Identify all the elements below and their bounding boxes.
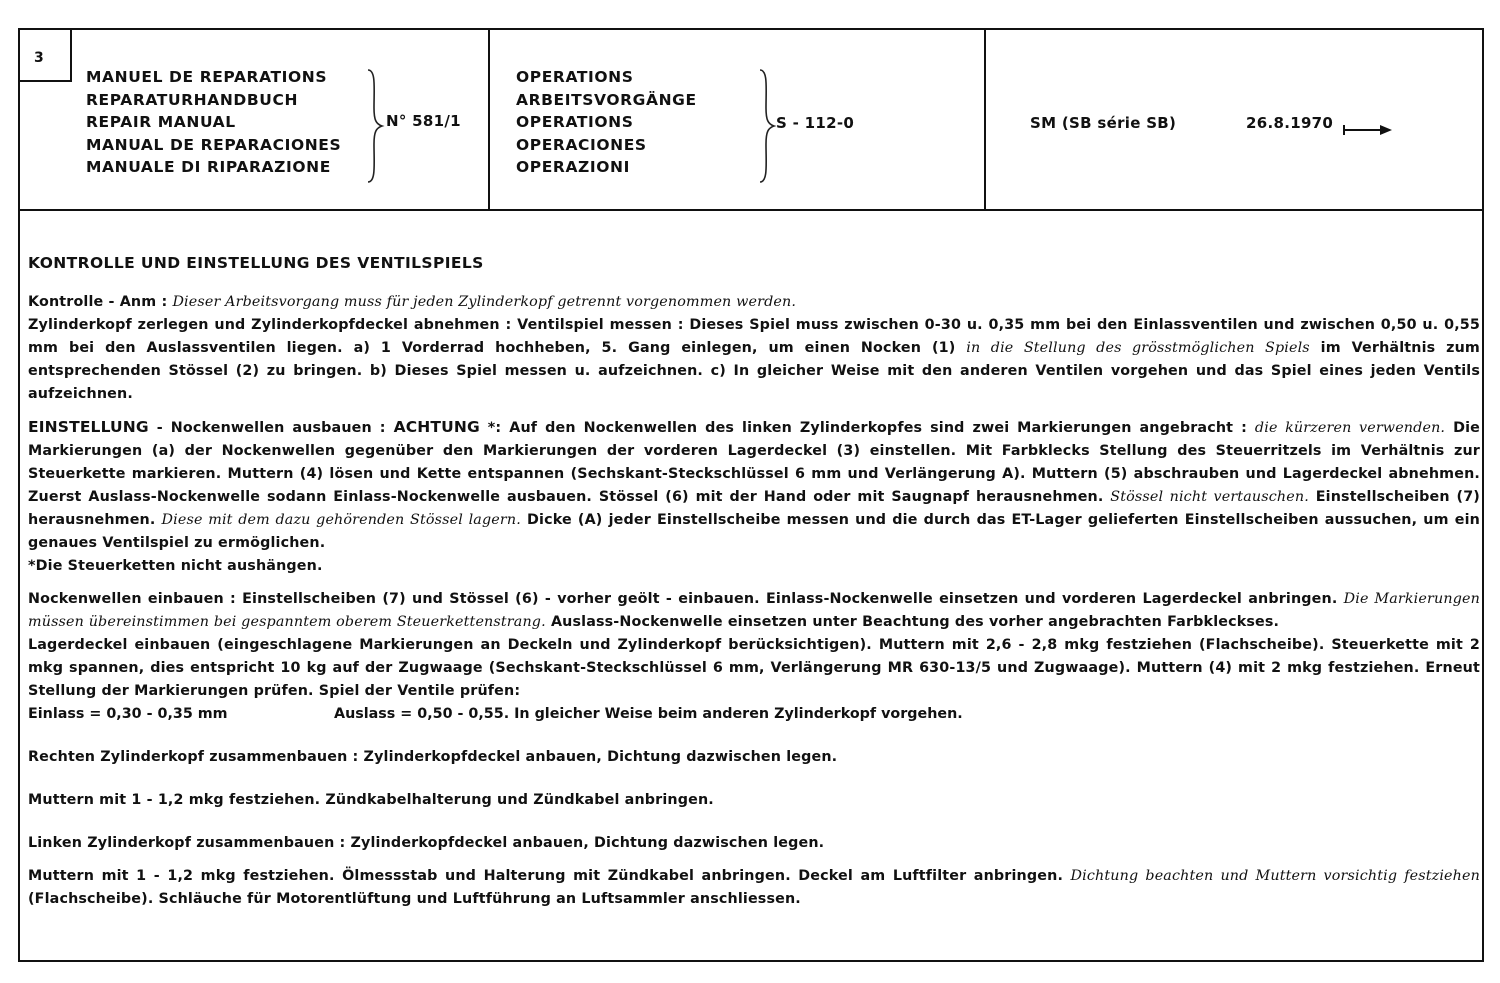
text: Muttern mit 1 - 1,2 mkg festziehen. Ölmessstab und Halterung mit Zündkabel anbringen. Deckel am Luftfilter anbringen. — [28, 868, 1071, 884]
manual-title-es: MANUAL DE REPARACIONES — [86, 135, 342, 154]
right-brace-icon — [758, 68, 778, 184]
divider — [488, 30, 490, 209]
paragraph-einstellung — [28, 416, 1480, 578]
operation-title-it: OPERAZIONI — [516, 158, 630, 176]
paragraph-nockenwellen — [28, 588, 1480, 634]
date-label: 26.8.1970 — [1246, 114, 1334, 132]
paragraph-muttern-1: Muttern mit 1 - 1,2 mkg festziehen. Zündkabelhalterung und Zündkabel anbringen. — [28, 792, 714, 808]
page-frame — [18, 28, 1484, 962]
text: ACHTUNG — [393, 418, 480, 436]
italic-text: die kürzeren verwenden. — [1254, 420, 1446, 436]
paragraph-lagerdeckel: Lagerdeckel einbauen (eingeschlagene Markierungen an Deckeln und Zylinderkopf berücksichtigen). Muttern mit 2,6 - 2,8 mkg festziehen (Flachscheibe). Steuerkette mit 2 mkg spannen, dies entspricht 10 kg auf der Zugwaage (Sechskant-Steckschlüssel 6 mm, Verlängerung MR 630-13/5 und Zugwaage). Muttern (4) mit 2 mkg festziehen. Erneut Stellung der Markierungen prüfen. Spiel der Ventile prüfen: — [28, 637, 1480, 699]
einlass-value: Einlass = 0,30 - 0,35 mm — [28, 706, 228, 722]
italic-text: Diese mit dem dazu gehörenden Stössel lagern. — [161, 512, 521, 528]
text: Einstellscheiben (7) herausnehmen. — [28, 489, 1480, 528]
right-arrow-icon — [1342, 123, 1394, 137]
text: - Nockenwellen ausbauen : — [148, 420, 394, 436]
operation-code: S - 112-0 — [776, 114, 855, 132]
italic-text: Dieser Arbeitsvorgang muss für jeden Zylinderkopf getrennt vorgenommen werden. — [172, 294, 797, 310]
italic-text: Die Markierungen müssen übereinstimmen bei gespanntem oberem Steuerkettenstrang. — [28, 591, 1480, 630]
text: EINSTELLUNG — [28, 418, 149, 436]
text: Dicke (A) jeder Einstellscheibe messen und die durch das ET-Lager gelieferten Einstellscheiben aussuchen, um ein genaues Ventilspiel zu ermöglichen. — [28, 512, 1480, 551]
paragraph-muttern-2 — [28, 865, 1480, 911]
manual-titles — [86, 66, 341, 179]
text: (Flachscheibe). Schläuche für Motorentlüftung und Luftführung an Luftsammler anschliessen. — [28, 891, 801, 907]
text: im Verhältnis zum entsprechenden Stössel (2) zu bringen. b) Dieses Spiel messen u. aufzeichnen. c) In gleicher Weise mit den anderen Ventilen vorgehen und das Spiel eines jeden Ventils aufzeichnen. — [28, 340, 1480, 402]
operation-title-es: OPERACIONES — [516, 135, 647, 154]
divider — [984, 30, 986, 209]
model-label: SM (SB série SB) — [1030, 114, 1177, 132]
manual-title-fr: MANUEL DE REPARATIONS — [86, 68, 328, 86]
operation-titles — [516, 66, 697, 179]
italic-text: Dichtung beachten und Muttern vorsichtig festziehen — [1070, 868, 1480, 884]
document-body — [28, 248, 1480, 921]
manual-title-de: REPARATURHANDBUCH — [86, 90, 299, 109]
text: *: Auf den Nockenwellen des linken Zylinderkopfes sind zwei Markierungen angebracht : — [479, 420, 1255, 436]
text: Auslass-Nockenwelle einsetzen unter Beachtung des vorher angebrachten Farbkleckses. — [545, 614, 1280, 630]
text: Kontrolle - Anm : — [28, 294, 173, 310]
manual-number: N° 581/1 — [386, 112, 461, 130]
section-heading: KONTROLLE UND EINSTELLUNG DES VENTILSPIELS — [28, 254, 484, 272]
text: Zylinderkopf zerlegen und Zylinderkopfdeckel abnehmen : Ventilspiel messen : Dieses Spiel muss zwischen 0-30 u. 0,35 mm bei den Einlassventilen und zwischen 0,50 u. 0,55 mm bei den Auslassventilen liegen. a) 1 Vorderrad hochheben, 5. Gang einlegen, um einen Nocken (1) — [28, 317, 1480, 356]
paragraph-linken: Linken Zylinderkopf zusammenbauen : Zylinderkopfdeckel anbauen, Dichtung dazwischen legen. — [28, 835, 825, 851]
operation-title-en: OPERATIONS — [516, 113, 634, 131]
page-number: 3 — [20, 30, 72, 82]
right-brace-icon — [366, 68, 386, 184]
manual-title-en: REPAIR MANUAL — [86, 113, 236, 131]
italic-text: in die Stellung des grösstmöglichen Spiels — [966, 340, 1310, 356]
text: Die Markierungen (a) der Nockenwellen gegenüber den Markierungen der vorderen Lagerdeckel (3) einstellen. Mit Farbklecks Stellung des Steuerritzels im Verhältnis zur Steuerkette markieren. Muttern (4) lösen und Kette entspannen (Sechskant-Steckschlüssel 6 mm und Verlängerung A). Muttern (5) abschrauben und Lagerdeckel abnehmen. Zuerst Auslass-Nockenwelle sodann Einlass-Nockenwelle ausbauen. Stössel (6) mit der Hand oder mit Saugnapf herausnehmen. — [28, 420, 1481, 505]
text: Nockenwellen einbauen : Einstellscheiben (7) und Stössel (6) - vorher geölt - einbauen. Einlass-Nockenwelle einsetzen und vorderen Lagerdeckel anbringen. — [28, 591, 1344, 607]
header-block — [20, 30, 1482, 211]
footnote: *Die Steuerketten nicht aushängen. — [28, 558, 323, 574]
operation-title-de: ARBEITSVORGÄNGE — [516, 90, 697, 109]
auslass-value: Auslass = 0,50 - 0,55. In gleicher Weise beim anderen Zylinderkopf vorgehen. — [334, 706, 963, 722]
manual-title-it: MANUALE DI RIPARAZIONE — [86, 158, 331, 176]
paragraph-rechten: Rechten Zylinderkopf zusammenbauen : Zylinderkopfdeckel anbauen, Dichtung dazwischen legen. — [28, 749, 838, 765]
operation-title-fr: OPERATIONS — [516, 68, 634, 86]
italic-text: Stössel nicht vertauschen. — [1110, 489, 1309, 505]
paragraph-kontrolle — [28, 291, 1480, 406]
clearance-values — [28, 703, 1480, 726]
